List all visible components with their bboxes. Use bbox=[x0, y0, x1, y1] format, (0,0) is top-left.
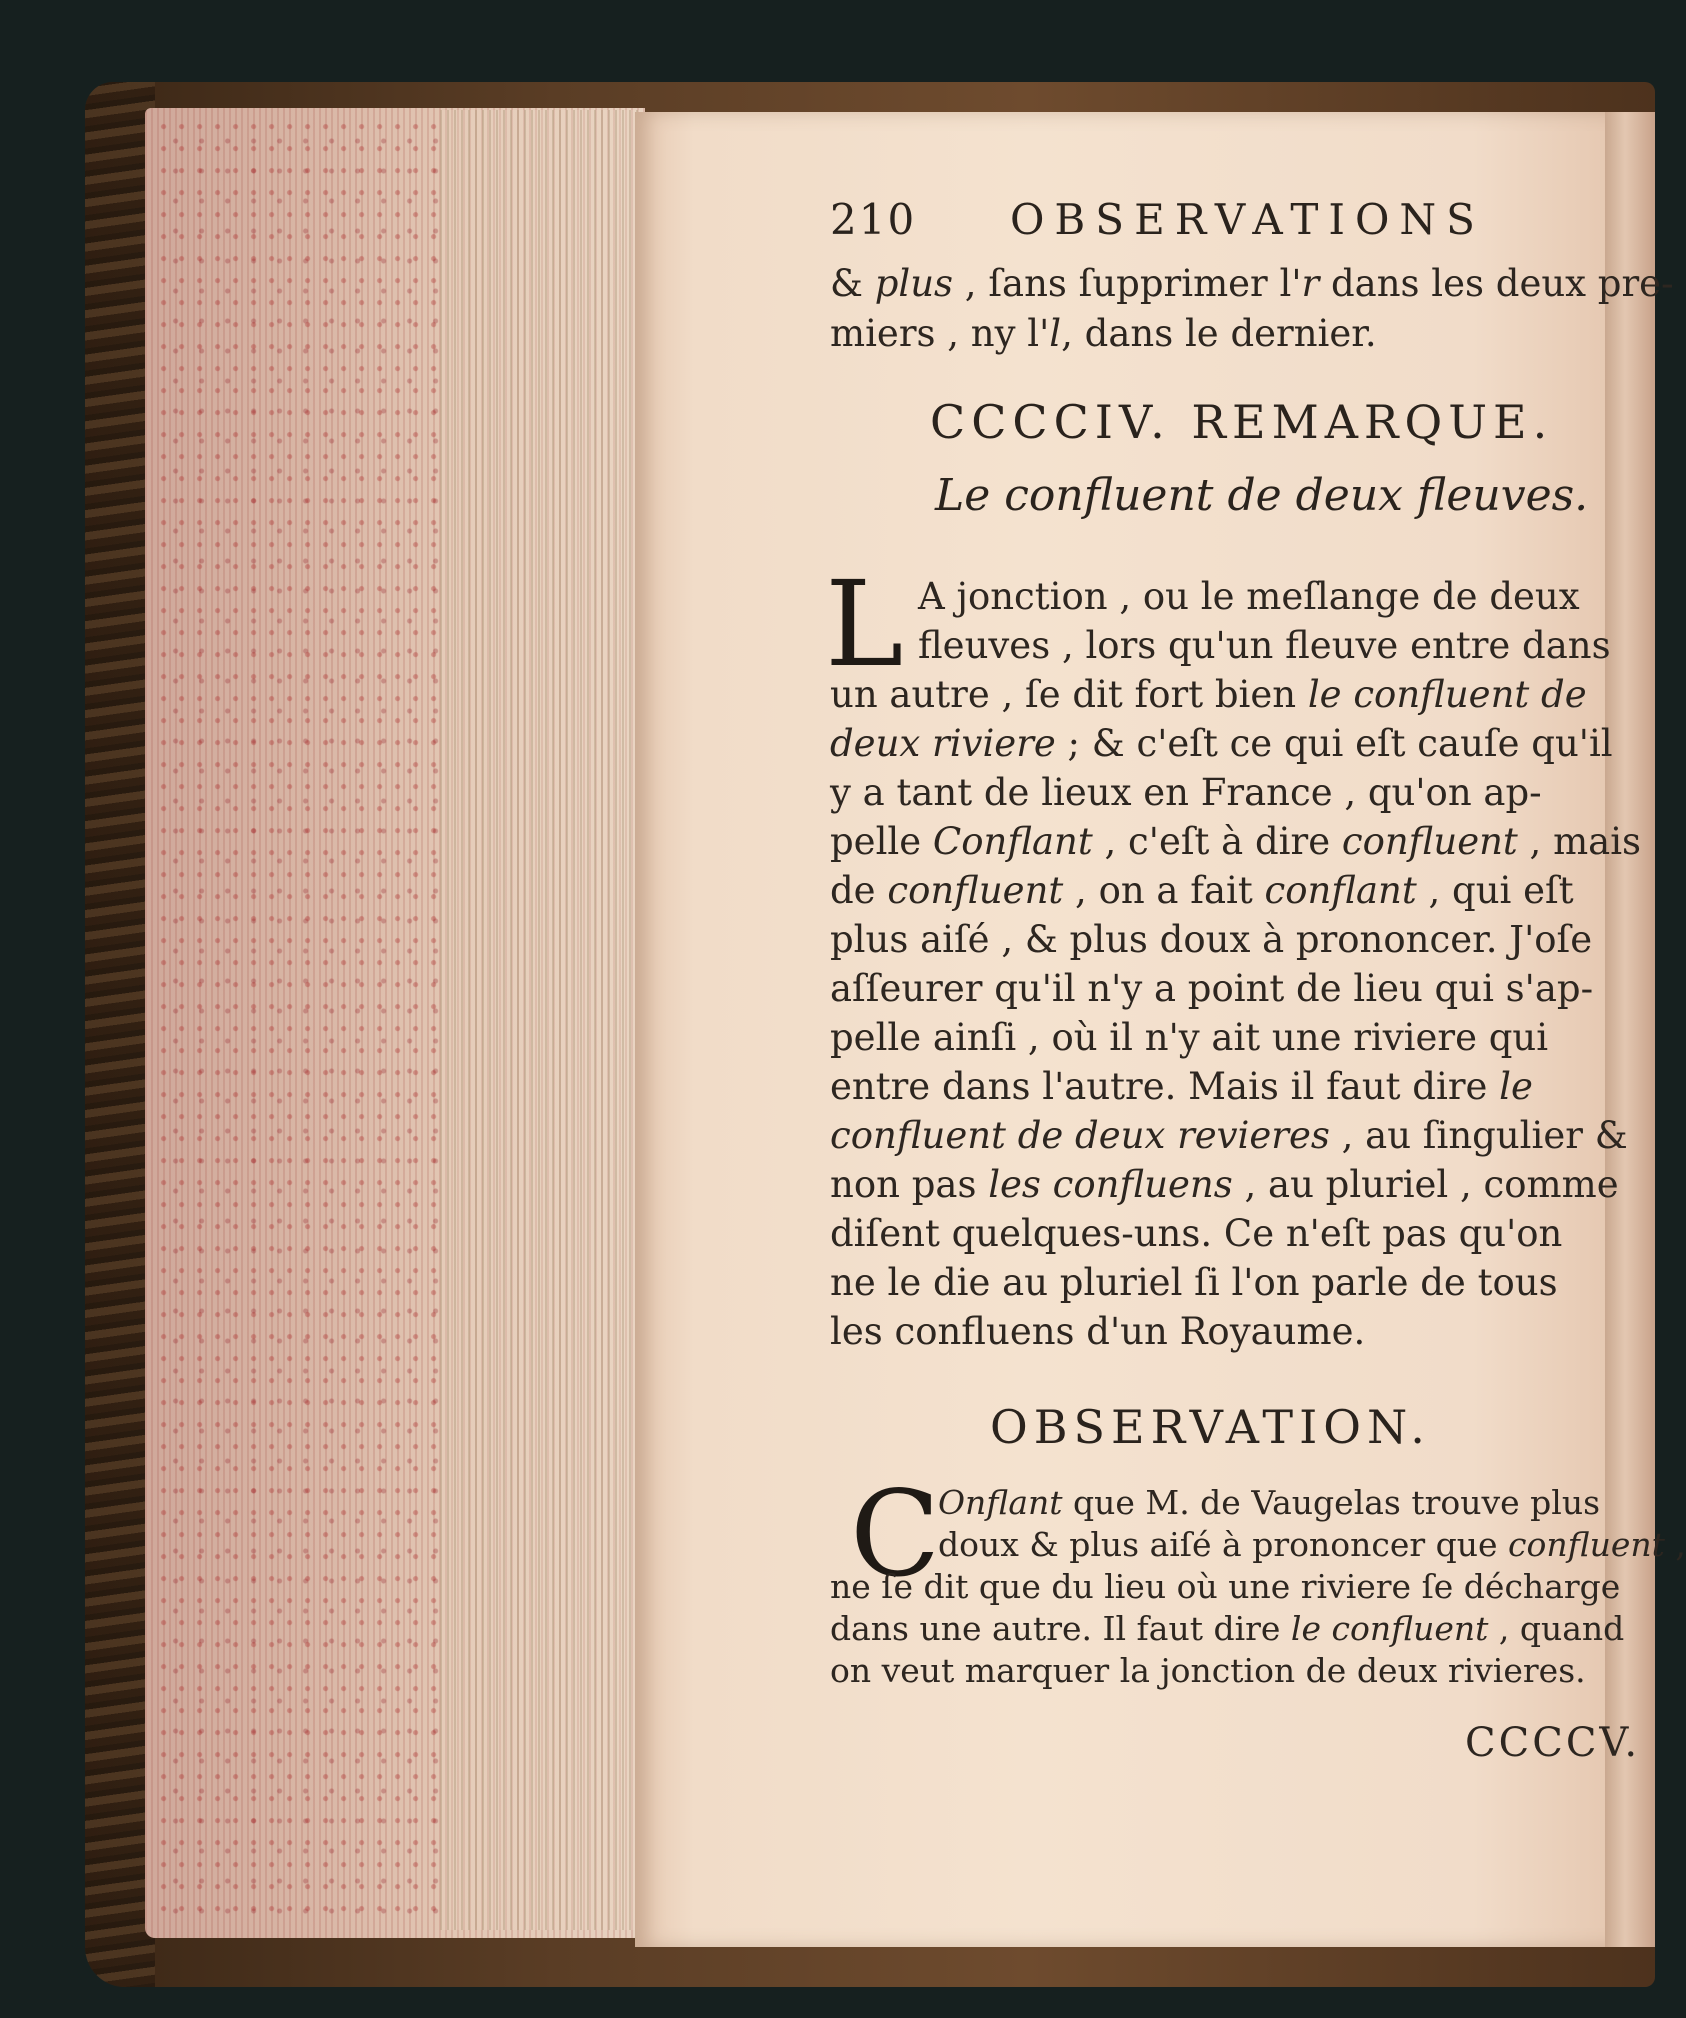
text-span: , bbox=[1664, 1525, 1686, 1564]
text-line bbox=[830, 1261, 1558, 1304]
text-span: le bbox=[1499, 1065, 1533, 1108]
text-span: confluent bbox=[1341, 820, 1518, 863]
text-line bbox=[830, 1114, 1628, 1157]
text-line bbox=[830, 1609, 1624, 1648]
text-span: y a tant de lieux en France , qu'on ap- bbox=[830, 771, 1542, 814]
running-title: OBSERVATIONS bbox=[1010, 195, 1485, 244]
text-span: conflant bbox=[1264, 869, 1417, 912]
text-line bbox=[830, 820, 1641, 863]
text-span: miers , ny l' bbox=[830, 312, 1050, 355]
text-span: confluent bbox=[1508, 1525, 1665, 1564]
text-span: que M. de Vaugelas trouve plus bbox=[1062, 1483, 1601, 1522]
text-span: plus aiſé , & plus doux à prononcer. J'oſe bbox=[830, 918, 1593, 961]
text-line bbox=[830, 1212, 1562, 1255]
text-span: dans une autre. Il faut dire bbox=[830, 1609, 1291, 1648]
text-line bbox=[830, 918, 1592, 961]
text-span: fleuves , lors qu'un fleuve entre dans bbox=[918, 624, 1611, 667]
running-head bbox=[830, 195, 1510, 255]
text-span: , quand bbox=[1488, 1609, 1625, 1648]
text-line bbox=[918, 624, 1611, 667]
text-line bbox=[830, 722, 1613, 765]
text-span: l bbox=[1049, 312, 1062, 355]
text-span: , au pluriel , comme bbox=[1232, 1163, 1619, 1206]
text-line bbox=[918, 575, 1580, 618]
text-line bbox=[830, 1567, 1620, 1606]
text-line bbox=[830, 673, 1587, 716]
text-span: pelle bbox=[830, 820, 933, 863]
text-span: , dans le dernier. bbox=[1061, 312, 1377, 355]
text-line bbox=[830, 1310, 1365, 1353]
text-span: , qui eſt bbox=[1416, 869, 1574, 912]
page-number: 210 bbox=[830, 195, 917, 244]
text-span: diſent quelques-uns. Ce n'eſt pas qu'on bbox=[830, 1212, 1563, 1255]
text-span: pelle ainſi , où il n'y ait une riviere qui bbox=[830, 1016, 1549, 1059]
text-span: plus bbox=[874, 262, 954, 305]
text-span: ne le die au pluriel ſi l'on parle de tous bbox=[830, 1261, 1558, 1304]
text-span: ; & c'eſt ce qui eſt cauſe qu'il bbox=[1055, 722, 1613, 765]
dropcap-l: L bbox=[825, 555, 904, 693]
text-span: confluent bbox=[887, 869, 1064, 912]
text-line bbox=[830, 1651, 1586, 1690]
text-span: A jonction , ou le meſlange de deux bbox=[918, 575, 1580, 618]
text-line bbox=[830, 771, 1542, 814]
page-edges-light bbox=[440, 110, 640, 1930]
text-span: de bbox=[830, 869, 888, 912]
text-span: , au ſingulier & bbox=[1329, 1114, 1628, 1157]
text-span: Conflant bbox=[932, 820, 1093, 863]
text-span: entre dans l'autre. Mais il faut dire bbox=[830, 1065, 1500, 1108]
carry-over-line bbox=[830, 312, 1377, 355]
text-span: les confluens d'un Royaume. bbox=[830, 1310, 1366, 1353]
carry-over-line bbox=[830, 262, 1674, 305]
text-span: deux riviere bbox=[830, 722, 1056, 765]
text-span: , mais bbox=[1517, 820, 1642, 863]
text-span: un autre , ſe dit fort bien bbox=[830, 673, 1308, 716]
text-span: le confluent bbox=[1290, 1609, 1489, 1648]
text-line bbox=[830, 1016, 1548, 1059]
text-line bbox=[830, 967, 1593, 1010]
text-span: confluent de deux revieres bbox=[830, 1114, 1330, 1157]
dropcap-c: C bbox=[850, 1465, 941, 1603]
text-span: , on a fait bbox=[1063, 869, 1265, 912]
remarque-subtitle: Le confluent de deux fleuves. bbox=[935, 470, 1589, 521]
text-span: & bbox=[830, 262, 875, 305]
text-span: , c'eſt à dire bbox=[1092, 820, 1342, 863]
text-span: aſſeurer qu'il n'y a point de lieu qui s'ap- bbox=[830, 967, 1594, 1010]
text-span: dans les deux pre- bbox=[1319, 262, 1674, 305]
text-span: r bbox=[1301, 262, 1320, 305]
text-span: le confluent de bbox=[1307, 673, 1587, 716]
catchword: CCCCV. bbox=[1465, 1720, 1641, 1766]
text-span: ne ſe dit que du lieu où une riviere ſe décharge bbox=[830, 1567, 1621, 1606]
text-span: non pas bbox=[830, 1163, 989, 1206]
remarque-heading: CCCCIV. REMARQUE. bbox=[930, 395, 1554, 449]
facing-page-edge bbox=[1605, 112, 1655, 1947]
text-line bbox=[830, 1163, 1619, 1206]
text-line bbox=[938, 1525, 1686, 1564]
text-span: doux & plus aiſé à prononcer que bbox=[938, 1525, 1509, 1564]
sprinkled-edge bbox=[160, 120, 440, 1920]
text-line bbox=[938, 1483, 1600, 1522]
text-line bbox=[830, 1065, 1533, 1108]
text-span: Onflant bbox=[938, 1483, 1063, 1522]
text-span: , ſans ſupprimer l' bbox=[953, 262, 1302, 305]
text-line bbox=[830, 869, 1574, 912]
text-span: les confluens bbox=[988, 1163, 1233, 1206]
observation-heading: OBSERVATION. bbox=[990, 1400, 1431, 1454]
text-span: on veut marquer la jonction de deux rivieres. bbox=[830, 1651, 1586, 1690]
